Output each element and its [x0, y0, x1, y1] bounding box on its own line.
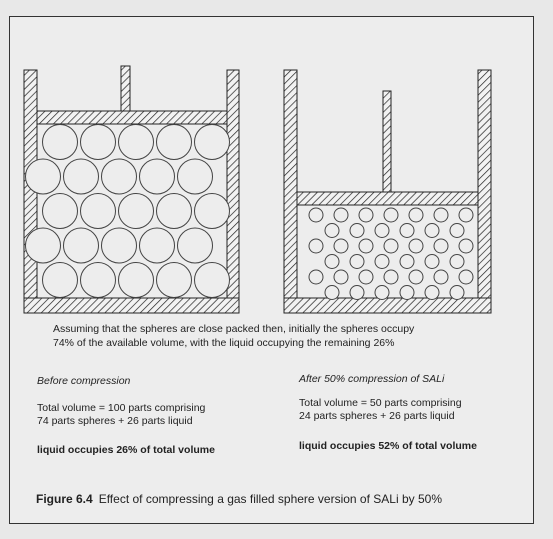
- sphere-small: [359, 270, 373, 284]
- sphere-large: [26, 159, 61, 194]
- piston-rod: [383, 91, 391, 192]
- sphere-large: [64, 159, 99, 194]
- sphere-large: [119, 125, 154, 160]
- cylinder-after: [284, 70, 491, 313]
- sphere-large: [81, 263, 116, 298]
- sphere-large: [157, 194, 192, 229]
- caption-label: Figure 6.4: [36, 492, 93, 506]
- sphere-large: [102, 228, 137, 263]
- before-description: [37, 402, 205, 428]
- intro-line-2: 74% of the available volume, with the liquid occupying the remaining 26%: [53, 337, 395, 349]
- sphere-small: [409, 208, 423, 222]
- sphere-large: [43, 194, 78, 229]
- sphere-small: [375, 255, 389, 269]
- sphere-small: [309, 239, 323, 253]
- sphere-small: [359, 239, 373, 253]
- sphere-small: [350, 286, 364, 300]
- sphere-small: [384, 270, 398, 284]
- caption-text: Effect of compressing a gas filled sphere version of SALi by 50%: [98, 492, 442, 506]
- sphere-small: [350, 255, 364, 269]
- sphere-large: [195, 194, 230, 229]
- sphere-small: [334, 208, 348, 222]
- sphere-small: [325, 255, 339, 269]
- sphere-small: [375, 224, 389, 238]
- sphere-small: [325, 286, 339, 300]
- sphere-small: [334, 239, 348, 253]
- before-heading: Before compression: [37, 375, 131, 387]
- sphere-small: [309, 270, 323, 284]
- sphere-small: [434, 270, 448, 284]
- sphere-large: [102, 159, 137, 194]
- sphere-small: [434, 239, 448, 253]
- sphere-small: [450, 286, 464, 300]
- sphere-small: [409, 270, 423, 284]
- sphere-small: [334, 270, 348, 284]
- cylinder-before: [24, 66, 239, 313]
- sphere-small: [425, 255, 439, 269]
- cylinder-base: [284, 298, 491, 313]
- sphere-large: [119, 194, 154, 229]
- sphere-large: [178, 228, 213, 263]
- sphere-large: [178, 159, 213, 194]
- sphere-large: [64, 228, 99, 263]
- sphere-small: [459, 239, 473, 253]
- sphere-small: [459, 270, 473, 284]
- sphere-small: [350, 224, 364, 238]
- sphere-large: [157, 263, 192, 298]
- sphere-small: [309, 208, 323, 222]
- sphere-small: [400, 224, 414, 238]
- after-heading: After 50% compression of SALi: [299, 373, 445, 385]
- figure-caption: [36, 492, 442, 506]
- after-description: [299, 397, 462, 423]
- sphere-large: [195, 263, 230, 298]
- spheres-small: [309, 208, 473, 300]
- sphere-large: [140, 159, 175, 194]
- cylinder-base: [24, 298, 239, 313]
- before-result: liquid occupies 26% of total volume: [37, 444, 215, 456]
- sphere-small: [384, 208, 398, 222]
- cylinder-wall-right: [478, 70, 491, 313]
- sphere-small: [425, 286, 439, 300]
- sphere-small: [400, 286, 414, 300]
- sphere-small: [375, 286, 389, 300]
- after-result: liquid occupies 52% of total volume: [299, 440, 477, 452]
- sphere-small: [325, 224, 339, 238]
- before-line-1: Total volume = 100 parts comprising: [37, 402, 206, 414]
- sphere-small: [359, 208, 373, 222]
- sphere-small: [409, 239, 423, 253]
- piston-head: [297, 192, 478, 205]
- sphere-large: [26, 228, 61, 263]
- sphere-small: [450, 255, 464, 269]
- intro-line-1: Assuming that the spheres are close packed then, initially the spheres occupy: [53, 323, 415, 335]
- sphere-large: [43, 263, 78, 298]
- sphere-large: [119, 263, 154, 298]
- sphere-small: [450, 224, 464, 238]
- cylinder-wall-left: [284, 70, 297, 313]
- sphere-large: [195, 125, 230, 160]
- piston-head: [37, 111, 227, 124]
- sphere-small: [384, 239, 398, 253]
- sphere-large: [157, 125, 192, 160]
- piston-rod: [121, 66, 130, 111]
- after-line-1: Total volume = 50 parts comprising: [299, 397, 462, 409]
- sphere-small: [425, 224, 439, 238]
- sphere-large: [140, 228, 175, 263]
- sphere-large: [43, 125, 78, 160]
- sphere-small: [400, 255, 414, 269]
- intro-text: [53, 322, 414, 350]
- after-line-2: 24 parts spheres + 26 parts liquid: [299, 410, 455, 422]
- sphere-large: [81, 125, 116, 160]
- sphere-small: [434, 208, 448, 222]
- spheres-large: [26, 125, 230, 298]
- sphere-small: [459, 208, 473, 222]
- before-line-2: 74 parts spheres + 26 parts liquid: [37, 415, 193, 427]
- sphere-large: [81, 194, 116, 229]
